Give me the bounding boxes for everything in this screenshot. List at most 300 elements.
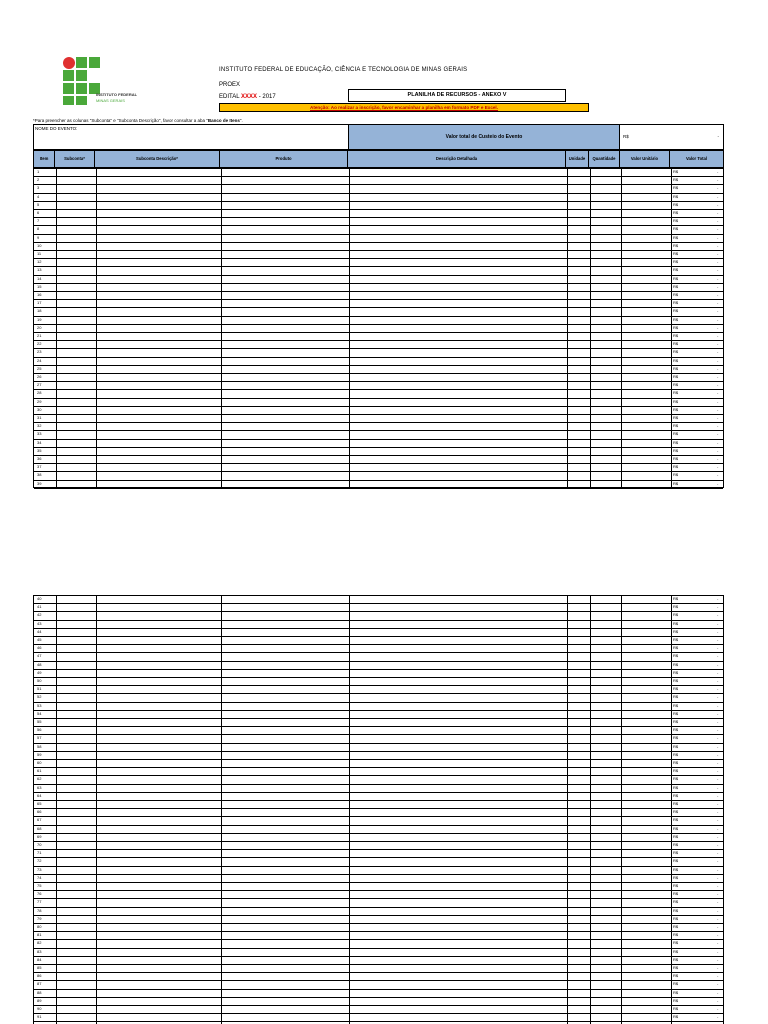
row-total-value: - [717, 374, 719, 379]
table-row[interactable] [34, 694, 723, 702]
table-row[interactable] [34, 678, 723, 686]
table-row[interactable] [34, 358, 723, 366]
row-total-value: - [717, 398, 719, 404]
table-row[interactable] [34, 826, 723, 834]
row-total-value: - [717, 653, 719, 659]
row-item-number: 14 [37, 275, 42, 281]
table-row[interactable] [34, 267, 723, 275]
row-item-number: 9 [37, 234, 40, 240]
table-row[interactable] [34, 940, 723, 948]
table-row[interactable] [34, 481, 723, 489]
row-currency: R$ [673, 447, 679, 453]
row-item-number: 89 [37, 997, 42, 1003]
row-currency: R$ [673, 480, 679, 486]
row-item-number: 2 [37, 177, 40, 183]
table-row[interactable] [34, 456, 723, 464]
edital-label [219, 94, 276, 100]
table-row[interactable] [34, 300, 723, 308]
row-total-value: - [717, 981, 719, 987]
table-row[interactable] [34, 916, 723, 924]
row-total-value: - [717, 242, 719, 248]
row-item-number: 86 [37, 973, 42, 979]
table-row[interactable] [34, 604, 723, 612]
table-row[interactable] [34, 341, 723, 349]
row-currency: R$ [673, 218, 679, 224]
row-currency: R$ [673, 612, 679, 618]
row-item-number: 6 [37, 210, 40, 215]
row-item-number: 38 [37, 472, 42, 478]
table-row[interactable] [34, 727, 723, 735]
row-total-value: - [717, 308, 719, 314]
table-row[interactable] [34, 415, 723, 423]
row-item-number: 77 [37, 899, 42, 905]
row-currency: R$ [673, 973, 679, 979]
table-row[interactable] [34, 612, 723, 620]
row-item-number: 17 [37, 300, 42, 306]
row-item-number: 13 [37, 267, 42, 273]
items-table-section-1 [33, 168, 724, 488]
row-total-value: - [717, 989, 719, 995]
row-item-number: 4 [37, 193, 40, 199]
table-row[interactable] [34, 957, 723, 965]
row-currency: R$ [673, 653, 679, 659]
row-item-number: 62 [37, 776, 42, 782]
row-item-number: 35 [37, 447, 42, 453]
row-item-number: 46 [37, 645, 42, 651]
table-row[interactable] [34, 382, 723, 390]
table-row[interactable] [34, 226, 723, 234]
row-item-number: 19 [37, 316, 42, 322]
table-row[interactable] [34, 177, 723, 185]
row-currency: R$ [673, 324, 679, 330]
table-row[interactable] [34, 875, 723, 883]
table-row[interactable] [34, 251, 723, 259]
row-total-value: - [717, 382, 719, 388]
table-row[interactable] [34, 867, 723, 875]
row-currency: R$ [673, 292, 679, 297]
row-currency: R$ [673, 1014, 679, 1020]
row-total-value: - [717, 300, 719, 306]
row-total-value: - [717, 637, 719, 642]
row-item-number: 79 [37, 915, 42, 921]
table-row[interactable] [34, 858, 723, 866]
table-row[interactable] [34, 218, 723, 226]
row-currency: R$ [673, 768, 679, 774]
table-row[interactable] [34, 850, 723, 858]
row-currency: R$ [673, 406, 679, 412]
table-row[interactable] [34, 703, 723, 711]
row-item-number: 44 [37, 628, 42, 634]
row-currency: R$ [673, 948, 679, 954]
table-row[interactable] [34, 243, 723, 251]
row-currency: R$ [673, 185, 679, 191]
row-currency: R$ [673, 760, 679, 765]
table-row[interactable] [34, 621, 723, 629]
row-currency: R$ [673, 965, 679, 970]
table-row[interactable] [34, 472, 723, 480]
table-row[interactable] [34, 259, 723, 267]
row-currency: R$ [673, 891, 679, 897]
table-row[interactable] [34, 908, 723, 916]
row-total-value: - [717, 226, 719, 232]
table-row[interactable] [34, 390, 723, 398]
row-currency: R$ [673, 899, 679, 905]
row-total-value: - [717, 333, 719, 338]
table-row[interactable] [34, 349, 723, 357]
row-item-number: 7 [37, 218, 40, 224]
row-total-value: - [717, 751, 719, 757]
row-item-number: 75 [37, 883, 42, 888]
row-total-value: - [717, 710, 719, 716]
table-row[interactable] [34, 670, 723, 678]
table-row[interactable] [34, 686, 723, 694]
row-item-number: 28 [37, 390, 42, 396]
table-row[interactable] [34, 899, 723, 907]
table-row[interactable] [34, 169, 723, 177]
table-row[interactable] [34, 842, 723, 850]
row-currency: R$ [673, 702, 679, 708]
row-total-value: - [717, 743, 719, 749]
table-row[interactable] [34, 431, 723, 439]
table-row[interactable] [34, 202, 723, 210]
row-item-number: 56 [37, 727, 42, 733]
col-header-item: Item [33, 150, 55, 168]
table-row[interactable] [34, 785, 723, 793]
row-item-number: 12 [37, 259, 42, 265]
row-total-value: - [717, 251, 719, 256]
note-text: *Para preencher as colunas "Subconta" e "Subconta Descrição", favor consultar a aba " [33, 118, 208, 123]
row-item-number: 54 [37, 710, 42, 716]
row-item-number: 84 [37, 956, 42, 962]
row-item-number: 8 [37, 226, 40, 232]
edital-prefix: EDITAL [219, 94, 242, 100]
row-currency: R$ [673, 842, 679, 847]
row-currency: R$ [673, 349, 679, 355]
row-item-number: 68 [37, 825, 42, 831]
event-name-label: NOME DO EVENTO: [35, 126, 78, 131]
row-total-value: - [717, 365, 719, 371]
row-total-value: - [717, 423, 719, 429]
row-item-number: 65 [37, 801, 42, 806]
table-row[interactable] [34, 949, 723, 957]
table-row[interactable] [34, 752, 723, 760]
row-currency: R$ [673, 825, 679, 831]
table-row[interactable] [34, 407, 723, 415]
row-total-value: - [717, 940, 719, 946]
table-row[interactable] [34, 210, 723, 218]
row-currency: R$ [673, 776, 679, 782]
table-row[interactable] [34, 711, 723, 719]
table-row[interactable] [34, 998, 723, 1006]
row-total-value: - [717, 891, 719, 897]
table-row[interactable] [34, 768, 723, 776]
row-total-value: - [717, 275, 719, 281]
table-row[interactable] [34, 317, 723, 325]
table-row[interactable] [34, 981, 723, 989]
row-total-value: - [717, 415, 719, 420]
note-end: ". [239, 118, 243, 123]
row-item-number: 74 [37, 874, 42, 880]
row-currency: R$ [673, 1006, 679, 1011]
row-currency: R$ [673, 833, 679, 839]
items-table-section-2 [33, 595, 724, 1024]
table-row[interactable] [34, 596, 723, 604]
row-total-value: - [717, 809, 719, 815]
row-total-value: - [717, 825, 719, 831]
row-total-value: - [717, 899, 719, 905]
row-item-number: 64 [37, 792, 42, 798]
row-total-value: - [717, 669, 719, 675]
row-total-value: - [717, 612, 719, 618]
table-row[interactable] [34, 629, 723, 637]
row-total-value: - [717, 1014, 719, 1020]
table-row[interactable] [34, 891, 723, 899]
row-total-value: - [717, 439, 719, 445]
row-currency: R$ [673, 456, 679, 461]
table-row[interactable] [34, 333, 723, 341]
row-item-number: 34 [37, 439, 42, 445]
table-row[interactable] [34, 965, 723, 973]
table-row[interactable] [34, 662, 723, 670]
institution-name: INSTITUTO FEDERAL DE EDUCAÇÃO, CIÊNCIA E TECNOLOGIA DE MINAS GERAIS [219, 67, 468, 73]
table-row[interactable] [34, 185, 723, 193]
row-currency: R$ [673, 645, 679, 651]
table-row[interactable] [34, 235, 723, 243]
row-total-value: - [717, 768, 719, 774]
row-total-value: - [717, 792, 719, 798]
row-item-number: 57 [37, 735, 42, 741]
table-row[interactable] [34, 1006, 723, 1014]
table-row[interactable] [34, 637, 723, 645]
total-cost-label: Valor total de Custeio do Evento [348, 124, 620, 150]
row-item-number: 40 [37, 596, 42, 601]
row-currency: R$ [673, 817, 679, 823]
row-currency: R$ [673, 743, 679, 749]
row-total-value: - [717, 817, 719, 823]
table-row[interactable] [34, 735, 723, 743]
row-currency: R$ [673, 809, 679, 815]
table-row[interactable] [34, 653, 723, 661]
row-total-value: - [717, 177, 719, 183]
row-currency: R$ [673, 620, 679, 626]
col-header-subconta-descricao: Subconta Descrição* [95, 150, 220, 168]
col-header-descricao-detalhada: Descrição Detalhada [348, 150, 566, 168]
row-currency: R$ [673, 275, 679, 281]
row-currency: R$ [673, 300, 679, 306]
row-item-number: 52 [37, 694, 42, 700]
row-item-number: 53 [37, 702, 42, 708]
col-header-produto: Produto [220, 150, 348, 168]
table-row[interactable] [34, 645, 723, 653]
row-item-number: 90 [37, 1006, 42, 1011]
row-total-value: - [717, 357, 719, 363]
row-currency: R$ [673, 365, 679, 371]
row-currency: R$ [673, 316, 679, 322]
row-currency: R$ [673, 874, 679, 880]
row-item-number: 41 [37, 604, 42, 610]
table-row[interactable] [34, 448, 723, 456]
row-item-number: 88 [37, 989, 42, 995]
row-currency: R$ [673, 710, 679, 716]
table-row[interactable] [34, 399, 723, 407]
row-total-value: - [717, 965, 719, 970]
row-total-value: - [717, 924, 719, 929]
row-total-value: - [717, 686, 719, 692]
row-total-value: - [717, 645, 719, 651]
table-row[interactable] [34, 793, 723, 801]
row-item-number: 31 [37, 415, 42, 420]
table-row[interactable] [34, 284, 723, 292]
table-row[interactable] [34, 423, 723, 431]
row-currency: R$ [673, 858, 679, 864]
table-row[interactable] [34, 776, 723, 784]
row-total-value: - [717, 694, 719, 700]
table-row[interactable] [34, 932, 723, 940]
row-total-value: - [717, 727, 719, 733]
row-currency: R$ [673, 719, 679, 724]
row-total-value: - [717, 480, 719, 486]
row-currency: R$ [673, 883, 679, 888]
row-currency: R$ [673, 686, 679, 692]
department-name: PROEX [219, 82, 241, 88]
row-item-number: 30 [37, 406, 42, 412]
row-currency: R$ [673, 308, 679, 314]
row-currency: R$ [673, 201, 679, 207]
table-row[interactable] [34, 990, 723, 998]
row-total-value: - [717, 341, 719, 347]
row-item-number: 91 [37, 1014, 42, 1020]
row-total-value: - [717, 801, 719, 806]
row-total-value: - [717, 776, 719, 782]
row-total-value: - [717, 907, 719, 913]
row-currency: R$ [673, 735, 679, 741]
row-currency: R$ [673, 193, 679, 199]
logo-campus: MINAS GERAIS [96, 98, 125, 103]
table-row[interactable] [34, 973, 723, 981]
row-item-number: 87 [37, 981, 42, 987]
row-total-value: - [717, 760, 719, 765]
row-item-number: 11 [37, 251, 42, 256]
row-currency: R$ [673, 333, 679, 338]
row-currency: R$ [673, 267, 679, 273]
row-currency: R$ [673, 169, 679, 174]
row-total-value: - [717, 858, 719, 864]
row-item-number: 70 [37, 842, 42, 847]
table-row[interactable] [34, 801, 723, 809]
row-total-value: - [717, 201, 719, 207]
row-currency: R$ [673, 727, 679, 733]
row-total-value: - [717, 604, 719, 610]
row-total-value: - [717, 596, 719, 601]
row-currency: R$ [673, 924, 679, 929]
row-total-value: - [717, 431, 719, 437]
row-total-value: - [717, 883, 719, 888]
row-item-number: 73 [37, 866, 42, 872]
row-currency: R$ [673, 251, 679, 256]
row-total-value: - [717, 678, 719, 683]
table-row[interactable] [34, 834, 723, 842]
row-item-number: 18 [37, 308, 42, 314]
row-currency: R$ [673, 751, 679, 757]
table-row[interactable] [34, 760, 723, 768]
row-currency: R$ [673, 801, 679, 806]
table-row[interactable] [34, 276, 723, 284]
table-row[interactable] [34, 325, 723, 333]
row-total-value: - [717, 702, 719, 708]
row-total-value: - [717, 784, 719, 790]
row-item-number: 47 [37, 653, 42, 659]
row-item-number: 27 [37, 382, 42, 388]
row-currency: R$ [673, 259, 679, 265]
table-row[interactable] [34, 744, 723, 752]
row-currency: R$ [673, 596, 679, 601]
table-row[interactable] [34, 464, 723, 472]
row-item-number: 22 [37, 341, 42, 347]
table-row[interactable] [34, 194, 723, 202]
table-row[interactable] [34, 719, 723, 727]
table-row[interactable] [34, 924, 723, 932]
row-total-value: - [717, 620, 719, 626]
table-row[interactable] [34, 817, 723, 825]
table-row[interactable] [34, 1014, 723, 1022]
row-total-value: - [717, 735, 719, 741]
row-currency: R$ [673, 472, 679, 478]
table-row[interactable] [34, 366, 723, 374]
row-total-value: - [717, 1006, 719, 1011]
row-item-number: 50 [37, 678, 42, 683]
row-item-number: 80 [37, 924, 42, 929]
row-total-value: - [717, 973, 719, 979]
row-total-value: - [717, 874, 719, 880]
table-row[interactable] [34, 374, 723, 382]
row-currency: R$ [673, 210, 679, 215]
table-row[interactable] [34, 883, 723, 891]
row-currency: R$ [673, 283, 679, 289]
table-row[interactable] [34, 308, 723, 316]
event-name-field[interactable] [33, 124, 349, 150]
row-total-value: - [717, 932, 719, 938]
total-amount: - [717, 134, 719, 139]
col-header-valor-total: Valor Total [670, 150, 724, 168]
row-item-number: 72 [37, 858, 42, 864]
table-row[interactable] [34, 440, 723, 448]
row-item-number: 39 [37, 480, 42, 486]
row-item-number: 25 [37, 365, 42, 371]
row-total-value: - [717, 267, 719, 273]
row-currency: R$ [673, 866, 679, 872]
table-row[interactable] [34, 292, 723, 300]
col-header-valor-unitario: Valor Unitário [620, 150, 670, 168]
row-item-number: 59 [37, 751, 42, 757]
row-item-number: 15 [37, 283, 42, 289]
row-item-number: 32 [37, 423, 42, 429]
table-row[interactable] [34, 809, 723, 817]
row-item-number: 21 [37, 333, 42, 338]
row-currency: R$ [673, 604, 679, 610]
row-total-value: - [717, 324, 719, 330]
row-total-value: - [717, 193, 719, 199]
row-total-value: - [717, 390, 719, 396]
row-total-value: - [717, 456, 719, 461]
row-item-number: 26 [37, 374, 42, 379]
row-item-number: 78 [37, 907, 42, 913]
row-item-number: 20 [37, 324, 42, 330]
total-cost-value [619, 124, 724, 150]
row-total-value: - [717, 472, 719, 478]
row-item-number: 66 [37, 809, 42, 815]
row-item-number: 85 [37, 965, 42, 970]
edital-code: XXXX [241, 94, 258, 100]
